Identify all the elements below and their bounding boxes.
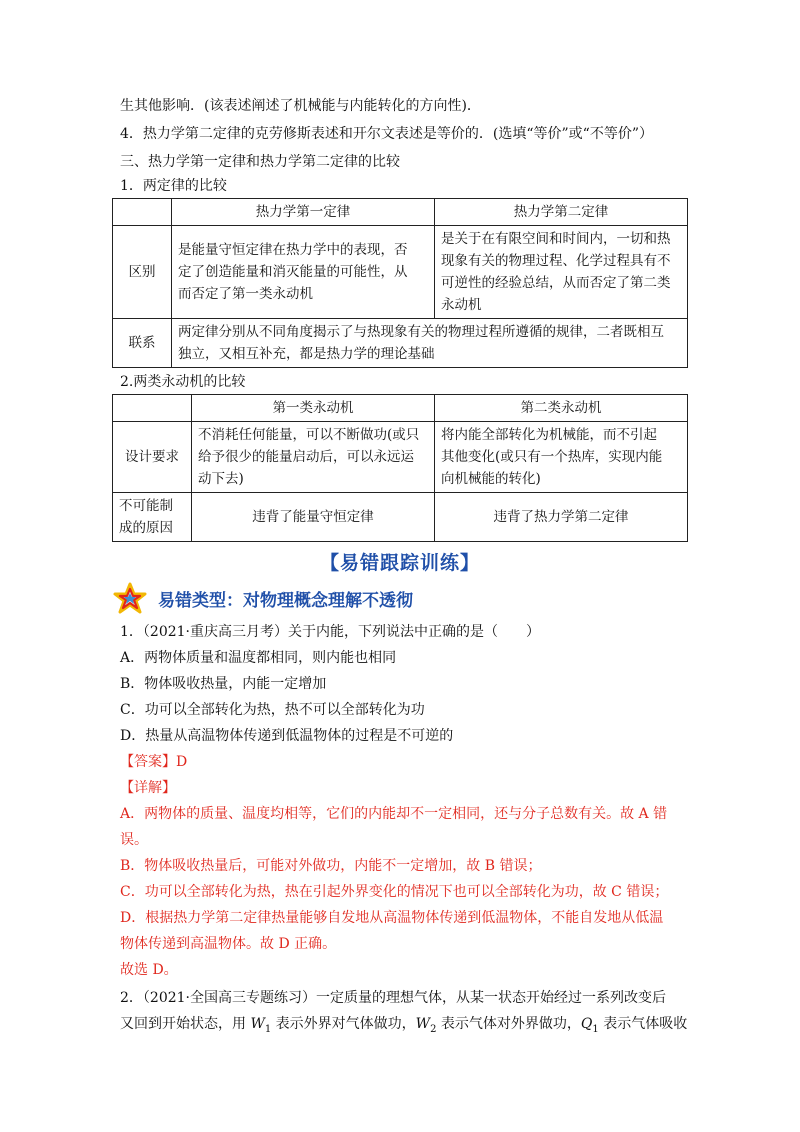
table2-header-first-kind: 第一类永动机 — [192, 395, 435, 422]
intro-line-1: 生其他影响．(该表述阐述了机械能与内能转化的方向性)． — [120, 98, 481, 114]
table1-header-empty — [113, 199, 172, 226]
law-comparison-table — [112, 198, 688, 368]
q1-option-c: C．功可以全部转化为热，热不可以全部转化为功 — [120, 702, 425, 718]
cell-line: 可逆性的经验总结，从而否定了第二类 — [441, 275, 671, 291]
cell-line: 将内能全部转化为机械能，而不引起 — [441, 427, 657, 443]
cell-line: 给予很少的能量启动后，可以永远运 — [198, 449, 414, 465]
q1-explain-a-cont: 误。 — [120, 832, 148, 848]
q2-text-c: 表示气体对外界做功， — [436, 1016, 581, 1032]
q2-w1-sub: 1 — [264, 1023, 272, 1035]
q2-line-2 — [120, 1014, 687, 1040]
table1-header-second-law: 热力学第二定律 — [435, 199, 688, 226]
table2-header-empty — [113, 395, 192, 422]
q2-line-1: 2．（2021·全国高三专题练习）一定质量的理想气体，从某一状态开始经过一系列改变后 — [120, 990, 666, 1006]
q1-option-d: D．热量从高温物体传递到低温物体的过程是不可逆的 — [120, 728, 454, 744]
cell-line: 独立，又相互补充，都是热力学的理论基础 — [178, 346, 435, 362]
q1-option-a: A．两物体质量和温度都相同，则内能也相同 — [120, 650, 397, 666]
cell-line: 现象有关的物理过程、化学过程具有不 — [441, 253, 671, 269]
star-icon — [113, 582, 147, 616]
cell-line: 定了创造能量和消灭能量的可能性，从 — [178, 264, 408, 280]
table1-difference-first-law — [172, 226, 435, 319]
intro-line-3: 三、热力学第一定律和热力学第二定律的比较 — [120, 154, 400, 170]
q1-explain-d: D．根据热力学第二定律热量能够自发地从高温物体传递到低温物体，不能自发地从低温 — [120, 910, 664, 926]
q2-text-d: 表示气体吸收 — [598, 1016, 688, 1032]
q1-stem: 1．（2021·重庆高三月考）关于内能，下列说法中正确的是（ ） — [120, 624, 540, 640]
cell-line: 不消耗任何能量，可以不断做功(或只 — [198, 427, 420, 443]
cell-line: 不可能制 — [119, 498, 173, 514]
q2-text-a: 又回到开始状态，用 — [120, 1016, 251, 1032]
q2-w2-sub: 2 — [430, 1023, 437, 1035]
table1-row-label-relation: 联系 — [113, 319, 172, 368]
cell-line: 永动机 — [441, 297, 482, 313]
q1-explain-c: C．功可以全部转化为热，热在引起外界变化的情况下也可以全部转化为功，故 C 错误； — [120, 884, 669, 900]
q1-conclusion: 故选 D。 — [120, 962, 178, 978]
cell-line: 两定律分别从不同角度揭示了与热现象有关的物理过程所遵循的规律，二者既相互 — [178, 324, 664, 340]
cell-line: 动下去) — [198, 471, 244, 487]
intro-line-4: 1．两定律的比较 — [120, 178, 227, 194]
q2-w2-symbol: W — [415, 1016, 431, 1032]
q1-answer: 【答案】D — [120, 754, 188, 770]
table2-reason-second-kind: 违背了热力学第二定律 — [435, 493, 688, 542]
cell-line: 是关于在有限空间和时间内，一切和热 — [441, 231, 671, 247]
q2-w1-symbol: W — [250, 1016, 265, 1032]
intro-line-2: 4．热力学第二定律的克劳修斯表述和开尔文表述是等价的．(选填“等价”或“不等价”） — [120, 126, 653, 142]
q2-q1-sub: 1 — [592, 1023, 599, 1035]
q1-explain-d-cont: 物体传递到高温物体。故 D 正确。 — [120, 936, 337, 952]
section-title: 【易错跟踪训练】 — [319, 552, 480, 574]
q1-option-b: B．物体吸收热量，内能一定增加 — [120, 676, 327, 692]
cell-line: 而否定了第一类永动机 — [178, 286, 313, 302]
cell-line: 是能量守恒定律在热力学中的表现，否 — [178, 242, 408, 258]
table2-header-second-kind: 第二类永动机 — [435, 395, 688, 422]
q1-detail-label: 【详解】 — [120, 780, 176, 796]
table2-design-second-kind — [435, 422, 688, 493]
q2-q1-symbol: Q — [580, 1016, 593, 1032]
table2-row-label-design: 设计要求 — [113, 422, 192, 493]
table2-reason-first-kind: 违背了能量守恒定律 — [192, 493, 435, 542]
cell-line: 向机械能的转化) — [441, 471, 541, 487]
table1-difference-second-law — [435, 226, 688, 319]
error-type-title: 易错类型：对物理概念理解不透彻 — [158, 591, 413, 611]
table1-row-label-difference: 区别 — [113, 226, 172, 319]
cell-line: 成的原因 — [119, 520, 173, 536]
table1-header-first-law: 热力学第一定律 — [172, 199, 435, 226]
table2-row-label-reason — [113, 493, 192, 542]
q1-explain-a: A．两物体的质量、温度均相等，它们的内能却不一定相同，还与分子总数有关。故 A 错 — [120, 806, 668, 822]
q2-text-b: 表示外界对气体做功， — [271, 1016, 416, 1032]
perpetual-motion-table — [112, 394, 688, 542]
q1-explain-b: B．物体吸收热量后，可能对外做功，内能不一定增加，故 B 错误； — [120, 858, 542, 874]
table2-title: 2.两类永动机的比较 — [120, 374, 246, 390]
table2-design-first-kind — [192, 422, 435, 493]
table1-relation-text — [172, 319, 688, 368]
cell-line: 其他变化(或只有一个热库，实现内能 — [441, 449, 663, 465]
